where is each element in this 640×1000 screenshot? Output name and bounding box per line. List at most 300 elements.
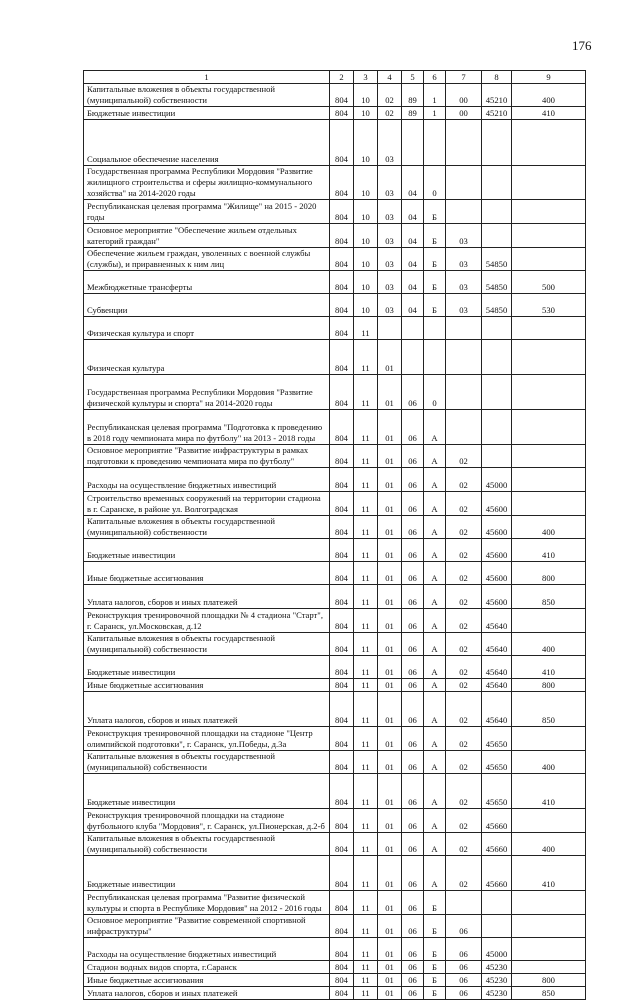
cell-vid bbox=[512, 224, 586, 248]
cell-razdel: 10 bbox=[354, 224, 378, 248]
cell-subprog: А bbox=[424, 539, 446, 562]
cell-napr bbox=[482, 224, 512, 248]
cell-razdel: 10 bbox=[354, 271, 378, 294]
cell-name: Бюджетные инвестиции bbox=[84, 856, 330, 891]
cell-prog: 06 bbox=[402, 375, 424, 410]
cell-napr: 54850 bbox=[482, 248, 512, 271]
cell-gov: 804 bbox=[330, 468, 354, 492]
cell-gov: 804 bbox=[330, 692, 354, 727]
cell-name: Социальное обеспечение населения bbox=[84, 120, 330, 166]
cell-subprog: 1 bbox=[424, 84, 446, 107]
cell-podrazdel: 03 bbox=[378, 271, 402, 294]
cell-napr: 45230 bbox=[482, 974, 512, 987]
cell-gov: 804 bbox=[330, 375, 354, 410]
cell-name: Обеспечение жильем граждан, уволенных с военной службы (службы), и приравненных к ним лиц bbox=[84, 248, 330, 271]
table-row bbox=[84, 938, 586, 961]
cell-napr bbox=[482, 120, 512, 166]
cell-subprog: А bbox=[424, 809, 446, 833]
table-row bbox=[84, 656, 586, 679]
table-row bbox=[84, 375, 586, 410]
cell-razdel: 11 bbox=[354, 609, 378, 633]
cell-razdel: 10 bbox=[354, 107, 378, 120]
cell-razdel: 11 bbox=[354, 833, 378, 856]
cell-podrazdel: 01 bbox=[378, 585, 402, 609]
cell-gov: 804 bbox=[330, 340, 354, 375]
cell-podrazdel: 01 bbox=[378, 679, 402, 692]
cell-gov: 804 bbox=[330, 915, 354, 938]
cell-podrazdel: 01 bbox=[378, 751, 402, 774]
cell-prog: 06 bbox=[402, 891, 424, 915]
cell-mero bbox=[446, 410, 482, 445]
cell-napr: 45640 bbox=[482, 656, 512, 679]
cell-vid: 850 bbox=[512, 692, 586, 727]
cell-napr: 54850 bbox=[482, 294, 512, 317]
cell-name: Физическая культура bbox=[84, 340, 330, 375]
table-row bbox=[84, 585, 586, 609]
table-row bbox=[84, 679, 586, 692]
cell-gov: 804 bbox=[330, 774, 354, 809]
cell-prog: 04 bbox=[402, 200, 424, 224]
cell-razdel: 11 bbox=[354, 562, 378, 585]
cell-prog: 06 bbox=[402, 609, 424, 633]
cell-podrazdel: 03 bbox=[378, 120, 402, 166]
cell-vid: 400 bbox=[512, 516, 586, 539]
cell-subprog: Б bbox=[424, 915, 446, 938]
cell-gov: 804 bbox=[330, 120, 354, 166]
cell-name: Бюджетные инвестиции bbox=[84, 539, 330, 562]
table-row bbox=[84, 961, 586, 974]
header-cell-2: 2 bbox=[330, 71, 354, 84]
cell-razdel: 11 bbox=[354, 317, 378, 340]
cell-gov: 804 bbox=[330, 891, 354, 915]
cell-name: Субвенции bbox=[84, 294, 330, 317]
cell-vid: 410 bbox=[512, 774, 586, 809]
cell-name: Капитальные вложения в объекты государственной (муниципальной) собственности bbox=[84, 833, 330, 856]
cell-napr: 45660 bbox=[482, 856, 512, 891]
cell-prog: 06 bbox=[402, 751, 424, 774]
cell-razdel: 10 bbox=[354, 294, 378, 317]
cell-razdel: 11 bbox=[354, 987, 378, 1000]
table-row bbox=[84, 516, 586, 539]
cell-subprog: Б bbox=[424, 224, 446, 248]
cell-prog: 04 bbox=[402, 248, 424, 271]
cell-podrazdel: 03 bbox=[378, 200, 402, 224]
cell-subprog: Б bbox=[424, 200, 446, 224]
cell-razdel: 11 bbox=[354, 585, 378, 609]
table-row bbox=[84, 166, 586, 200]
cell-napr: 45600 bbox=[482, 539, 512, 562]
cell-name: Капитальные вложения в объекты государственной (муниципальной) собственности bbox=[84, 516, 330, 539]
cell-mero: 02 bbox=[446, 679, 482, 692]
cell-vid bbox=[512, 248, 586, 271]
cell-podrazdel: 01 bbox=[378, 961, 402, 974]
cell-podrazdel: 01 bbox=[378, 692, 402, 727]
cell-vid bbox=[512, 166, 586, 200]
header-row bbox=[84, 71, 586, 84]
cell-subprog: А bbox=[424, 562, 446, 585]
cell-prog: 06 bbox=[402, 410, 424, 445]
cell-napr: 45640 bbox=[482, 692, 512, 727]
cell-vid bbox=[512, 809, 586, 833]
cell-mero: 03 bbox=[446, 224, 482, 248]
cell-razdel: 11 bbox=[354, 492, 378, 516]
cell-napr bbox=[482, 340, 512, 375]
cell-mero bbox=[446, 891, 482, 915]
cell-gov: 804 bbox=[330, 856, 354, 891]
cell-subprog: 1 bbox=[424, 107, 446, 120]
cell-name: Бюджетные инвестиции bbox=[84, 107, 330, 120]
cell-mero: 06 bbox=[446, 961, 482, 974]
cell-subprog: Б bbox=[424, 248, 446, 271]
cell-gov: 804 bbox=[330, 585, 354, 609]
cell-napr: 45600 bbox=[482, 492, 512, 516]
cell-podrazdel: 01 bbox=[378, 468, 402, 492]
cell-mero: 02 bbox=[446, 751, 482, 774]
cell-name: Реконструкция тренировочной площадки на стадионе "Центр олимпийской подготовки", г. Саранск, ул.Победы, д.3а bbox=[84, 727, 330, 751]
cell-name: Уплата налогов, сборов и иных платежей bbox=[84, 585, 330, 609]
cell-gov: 804 bbox=[330, 516, 354, 539]
cell-vid bbox=[512, 468, 586, 492]
cell-podrazdel: 02 bbox=[378, 84, 402, 107]
table-row bbox=[84, 833, 586, 856]
cell-subprog bbox=[424, 120, 446, 166]
cell-gov: 804 bbox=[330, 679, 354, 692]
cell-prog: 06 bbox=[402, 915, 424, 938]
cell-gov: 804 bbox=[330, 200, 354, 224]
table-row bbox=[84, 856, 586, 891]
cell-name: Основное мероприятие "Развитие инфраструктуры в рамках подготовки к проведению чемпионата мира по футболу" bbox=[84, 445, 330, 468]
cell-vid: 400 bbox=[512, 751, 586, 774]
header-cell-7: 7 bbox=[446, 71, 482, 84]
cell-podrazdel: 01 bbox=[378, 633, 402, 656]
cell-name: Реконструкция тренировочной площадки № 4 стадиона "Старт", г. Саранск, ул.Московская, д.12 bbox=[84, 609, 330, 633]
cell-prog: 06 bbox=[402, 856, 424, 891]
cell-razdel: 10 bbox=[354, 200, 378, 224]
cell-gov: 804 bbox=[330, 271, 354, 294]
cell-subprog bbox=[424, 340, 446, 375]
cell-mero bbox=[446, 317, 482, 340]
cell-vid: 850 bbox=[512, 987, 586, 1000]
cell-name: Капитальные вложения в объекты государственной (муниципальной) собственности bbox=[84, 633, 330, 656]
cell-napr: 45210 bbox=[482, 84, 512, 107]
cell-napr bbox=[482, 445, 512, 468]
cell-razdel: 11 bbox=[354, 751, 378, 774]
cell-mero bbox=[446, 375, 482, 410]
cell-prog: 06 bbox=[402, 974, 424, 987]
cell-napr: 45600 bbox=[482, 516, 512, 539]
cell-subprog: А bbox=[424, 516, 446, 539]
cell-razdel: 11 bbox=[354, 938, 378, 961]
cell-podrazdel: 01 bbox=[378, 445, 402, 468]
cell-podrazdel: 01 bbox=[378, 340, 402, 375]
cell-vid bbox=[512, 375, 586, 410]
cell-prog: 06 bbox=[402, 833, 424, 856]
cell-mero: 02 bbox=[446, 692, 482, 727]
cell-subprog: А bbox=[424, 468, 446, 492]
cell-prog bbox=[402, 120, 424, 166]
cell-napr bbox=[482, 915, 512, 938]
cell-vid bbox=[512, 340, 586, 375]
cell-vid bbox=[512, 410, 586, 445]
cell-napr bbox=[482, 891, 512, 915]
cell-prog: 06 bbox=[402, 656, 424, 679]
cell-mero: 06 bbox=[446, 915, 482, 938]
table-row bbox=[84, 120, 586, 166]
table-row bbox=[84, 974, 586, 987]
cell-razdel: 11 bbox=[354, 539, 378, 562]
cell-name: Основное мероприятие "Развитие современной спортивной инфраструктуры" bbox=[84, 915, 330, 938]
cell-vid: 410 bbox=[512, 107, 586, 120]
cell-podrazdel: 01 bbox=[378, 410, 402, 445]
table-row bbox=[84, 751, 586, 774]
cell-gov: 804 bbox=[330, 961, 354, 974]
table-row bbox=[84, 445, 586, 468]
budget-table bbox=[83, 70, 586, 1000]
cell-napr bbox=[482, 375, 512, 410]
cell-razdel: 11 bbox=[354, 679, 378, 692]
cell-prog: 06 bbox=[402, 562, 424, 585]
cell-prog: 06 bbox=[402, 445, 424, 468]
cell-subprog: А bbox=[424, 727, 446, 751]
cell-subprog: А bbox=[424, 692, 446, 727]
cell-subprog: Б bbox=[424, 271, 446, 294]
cell-napr: 45650 bbox=[482, 751, 512, 774]
cell-prog: 06 bbox=[402, 539, 424, 562]
cell-subprog: Б bbox=[424, 987, 446, 1000]
cell-name: Государственная программа Республики Мордовия "Развитие физической культуры и спорта" на 2014-2020 годы bbox=[84, 375, 330, 410]
cell-subprog: А bbox=[424, 585, 446, 609]
cell-mero: 02 bbox=[446, 656, 482, 679]
cell-gov: 804 bbox=[330, 938, 354, 961]
cell-mero: 02 bbox=[446, 516, 482, 539]
cell-napr: 45640 bbox=[482, 609, 512, 633]
table-row bbox=[84, 317, 586, 340]
cell-razdel: 11 bbox=[354, 891, 378, 915]
cell-razdel: 11 bbox=[354, 727, 378, 751]
cell-vid: 500 bbox=[512, 271, 586, 294]
cell-vid bbox=[512, 891, 586, 915]
cell-napr: 45640 bbox=[482, 633, 512, 656]
cell-mero: 03 bbox=[446, 248, 482, 271]
cell-subprog: Б bbox=[424, 961, 446, 974]
cell-prog: 04 bbox=[402, 294, 424, 317]
cell-vid: 400 bbox=[512, 84, 586, 107]
cell-mero: 00 bbox=[446, 84, 482, 107]
cell-mero: 03 bbox=[446, 271, 482, 294]
cell-podrazdel: 03 bbox=[378, 224, 402, 248]
cell-gov: 804 bbox=[330, 107, 354, 120]
cell-subprog: А bbox=[424, 856, 446, 891]
cell-podrazdel: 03 bbox=[378, 166, 402, 200]
cell-gov: 804 bbox=[330, 633, 354, 656]
cell-napr: 45660 bbox=[482, 809, 512, 833]
cell-subprog bbox=[424, 317, 446, 340]
cell-subprog: 0 bbox=[424, 166, 446, 200]
cell-mero: 02 bbox=[446, 856, 482, 891]
cell-mero: 02 bbox=[446, 833, 482, 856]
cell-prog: 06 bbox=[402, 961, 424, 974]
cell-podrazdel: 01 bbox=[378, 727, 402, 751]
table-row bbox=[84, 468, 586, 492]
cell-razdel: 10 bbox=[354, 166, 378, 200]
cell-mero bbox=[446, 340, 482, 375]
cell-name: Республиканская целевая программа "Подготовка к проведению в 2018 году чемпионата мира по футболу" на 2013 - 2018 годы bbox=[84, 410, 330, 445]
cell-mero: 03 bbox=[446, 294, 482, 317]
cell-subprog: А bbox=[424, 633, 446, 656]
cell-podrazdel: 01 bbox=[378, 656, 402, 679]
cell-subprog: А bbox=[424, 833, 446, 856]
table-row bbox=[84, 107, 586, 120]
cell-prog: 06 bbox=[402, 692, 424, 727]
cell-gov: 804 bbox=[330, 833, 354, 856]
cell-name: Иные бюджетные ассигнования bbox=[84, 974, 330, 987]
cell-napr: 45000 bbox=[482, 468, 512, 492]
cell-napr bbox=[482, 166, 512, 200]
cell-napr: 45650 bbox=[482, 727, 512, 751]
cell-prog: 06 bbox=[402, 938, 424, 961]
cell-subprog: А bbox=[424, 656, 446, 679]
cell-vid: 800 bbox=[512, 974, 586, 987]
cell-subprog: А bbox=[424, 609, 446, 633]
cell-prog: 89 bbox=[402, 107, 424, 120]
header-cell-3: 3 bbox=[354, 71, 378, 84]
table-row bbox=[84, 294, 586, 317]
cell-razdel: 11 bbox=[354, 445, 378, 468]
table-row bbox=[84, 224, 586, 248]
cell-name: Иные бюджетные ассигнования bbox=[84, 679, 330, 692]
cell-razdel: 11 bbox=[354, 340, 378, 375]
cell-podrazdel: 03 bbox=[378, 248, 402, 271]
cell-gov: 804 bbox=[330, 727, 354, 751]
cell-prog bbox=[402, 317, 424, 340]
cell-subprog: Б bbox=[424, 974, 446, 987]
cell-prog: 04 bbox=[402, 224, 424, 248]
cell-name: Расходы на осуществление бюджетных инвестиций bbox=[84, 938, 330, 961]
cell-name: Уплата налогов, сборов и иных платежей bbox=[84, 692, 330, 727]
cell-razdel: 10 bbox=[354, 248, 378, 271]
cell-name: Физическая культура и спорт bbox=[84, 317, 330, 340]
cell-razdel: 11 bbox=[354, 692, 378, 727]
table-row bbox=[84, 891, 586, 915]
cell-razdel: 11 bbox=[354, 961, 378, 974]
cell-podrazdel: 01 bbox=[378, 833, 402, 856]
cell-vid: 410 bbox=[512, 656, 586, 679]
cell-podrazdel: 01 bbox=[378, 539, 402, 562]
table-row bbox=[84, 987, 586, 1000]
cell-razdel: 11 bbox=[354, 774, 378, 809]
cell-gov: 804 bbox=[330, 492, 354, 516]
cell-mero: 02 bbox=[446, 774, 482, 809]
cell-subprog: А bbox=[424, 410, 446, 445]
cell-podrazdel bbox=[378, 317, 402, 340]
cell-prog: 89 bbox=[402, 84, 424, 107]
cell-mero: 02 bbox=[446, 539, 482, 562]
cell-mero: 02 bbox=[446, 562, 482, 585]
cell-podrazdel: 01 bbox=[378, 774, 402, 809]
cell-napr: 45210 bbox=[482, 107, 512, 120]
cell-gov: 804 bbox=[330, 445, 354, 468]
cell-prog: 06 bbox=[402, 633, 424, 656]
cell-prog: 06 bbox=[402, 809, 424, 833]
cell-podrazdel: 01 bbox=[378, 974, 402, 987]
cell-vid bbox=[512, 961, 586, 974]
cell-razdel: 11 bbox=[354, 656, 378, 679]
table-row bbox=[84, 492, 586, 516]
cell-name: Иные бюджетные ассигнования bbox=[84, 562, 330, 585]
cell-napr: 45000 bbox=[482, 938, 512, 961]
cell-prog: 06 bbox=[402, 679, 424, 692]
cell-subprog: А bbox=[424, 445, 446, 468]
table-row bbox=[84, 539, 586, 562]
cell-name: Строительство временных сооружений на территории стадиона в г. Саранске, в районе ул. Волгоградская bbox=[84, 492, 330, 516]
cell-gov: 804 bbox=[330, 248, 354, 271]
table-row bbox=[84, 774, 586, 809]
cell-napr: 45650 bbox=[482, 774, 512, 809]
cell-mero: 02 bbox=[446, 492, 482, 516]
cell-vid bbox=[512, 200, 586, 224]
cell-razdel: 10 bbox=[354, 120, 378, 166]
cell-vid bbox=[512, 445, 586, 468]
cell-gov: 804 bbox=[330, 809, 354, 833]
cell-gov: 804 bbox=[330, 987, 354, 1000]
table-row bbox=[84, 200, 586, 224]
cell-razdel: 11 bbox=[354, 809, 378, 833]
cell-podrazdel: 01 bbox=[378, 516, 402, 539]
cell-gov: 804 bbox=[330, 410, 354, 445]
cell-gov: 804 bbox=[330, 224, 354, 248]
cell-prog: 06 bbox=[402, 987, 424, 1000]
cell-razdel: 11 bbox=[354, 856, 378, 891]
cell-name: Межбюджетные трансферты bbox=[84, 271, 330, 294]
header-cell-6: 6 bbox=[424, 71, 446, 84]
cell-podrazdel: 01 bbox=[378, 375, 402, 410]
cell-gov: 804 bbox=[330, 562, 354, 585]
cell-name: Бюджетные инвестиции bbox=[84, 774, 330, 809]
cell-napr bbox=[482, 317, 512, 340]
cell-napr: 54850 bbox=[482, 271, 512, 294]
cell-razdel: 11 bbox=[354, 468, 378, 492]
cell-napr: 45660 bbox=[482, 833, 512, 856]
header-cell-4: 4 bbox=[378, 71, 402, 84]
cell-name: Стадион водных видов спорта, г.Саранск bbox=[84, 961, 330, 974]
cell-vid bbox=[512, 938, 586, 961]
cell-subprog: А bbox=[424, 751, 446, 774]
cell-subprog: А bbox=[424, 492, 446, 516]
cell-razdel: 11 bbox=[354, 516, 378, 539]
cell-prog: 06 bbox=[402, 727, 424, 751]
cell-prog bbox=[402, 340, 424, 375]
cell-name: Республиканская целевая программа "Жилище" на 2015 - 2020 годы bbox=[84, 200, 330, 224]
cell-razdel: 11 bbox=[354, 915, 378, 938]
cell-vid: 530 bbox=[512, 294, 586, 317]
cell-vid bbox=[512, 609, 586, 633]
cell-vid bbox=[512, 317, 586, 340]
cell-mero: 02 bbox=[446, 809, 482, 833]
cell-gov: 804 bbox=[330, 751, 354, 774]
cell-name: Уплата налогов, сборов и иных платежей bbox=[84, 987, 330, 1000]
cell-vid bbox=[512, 727, 586, 751]
cell-mero: 02 bbox=[446, 727, 482, 751]
cell-podrazdel: 01 bbox=[378, 809, 402, 833]
cell-mero: 06 bbox=[446, 987, 482, 1000]
cell-vid: 400 bbox=[512, 833, 586, 856]
cell-mero: 02 bbox=[446, 585, 482, 609]
cell-subprog: Б bbox=[424, 294, 446, 317]
table-row bbox=[84, 84, 586, 107]
cell-name: Реконструкция тренировочной площадки на стадионе футбольного клуба "Мордовия", г. Саранск, ул.Пионерская, д.2-б bbox=[84, 809, 330, 833]
cell-vid: 800 bbox=[512, 679, 586, 692]
cell-razdel: 11 bbox=[354, 633, 378, 656]
